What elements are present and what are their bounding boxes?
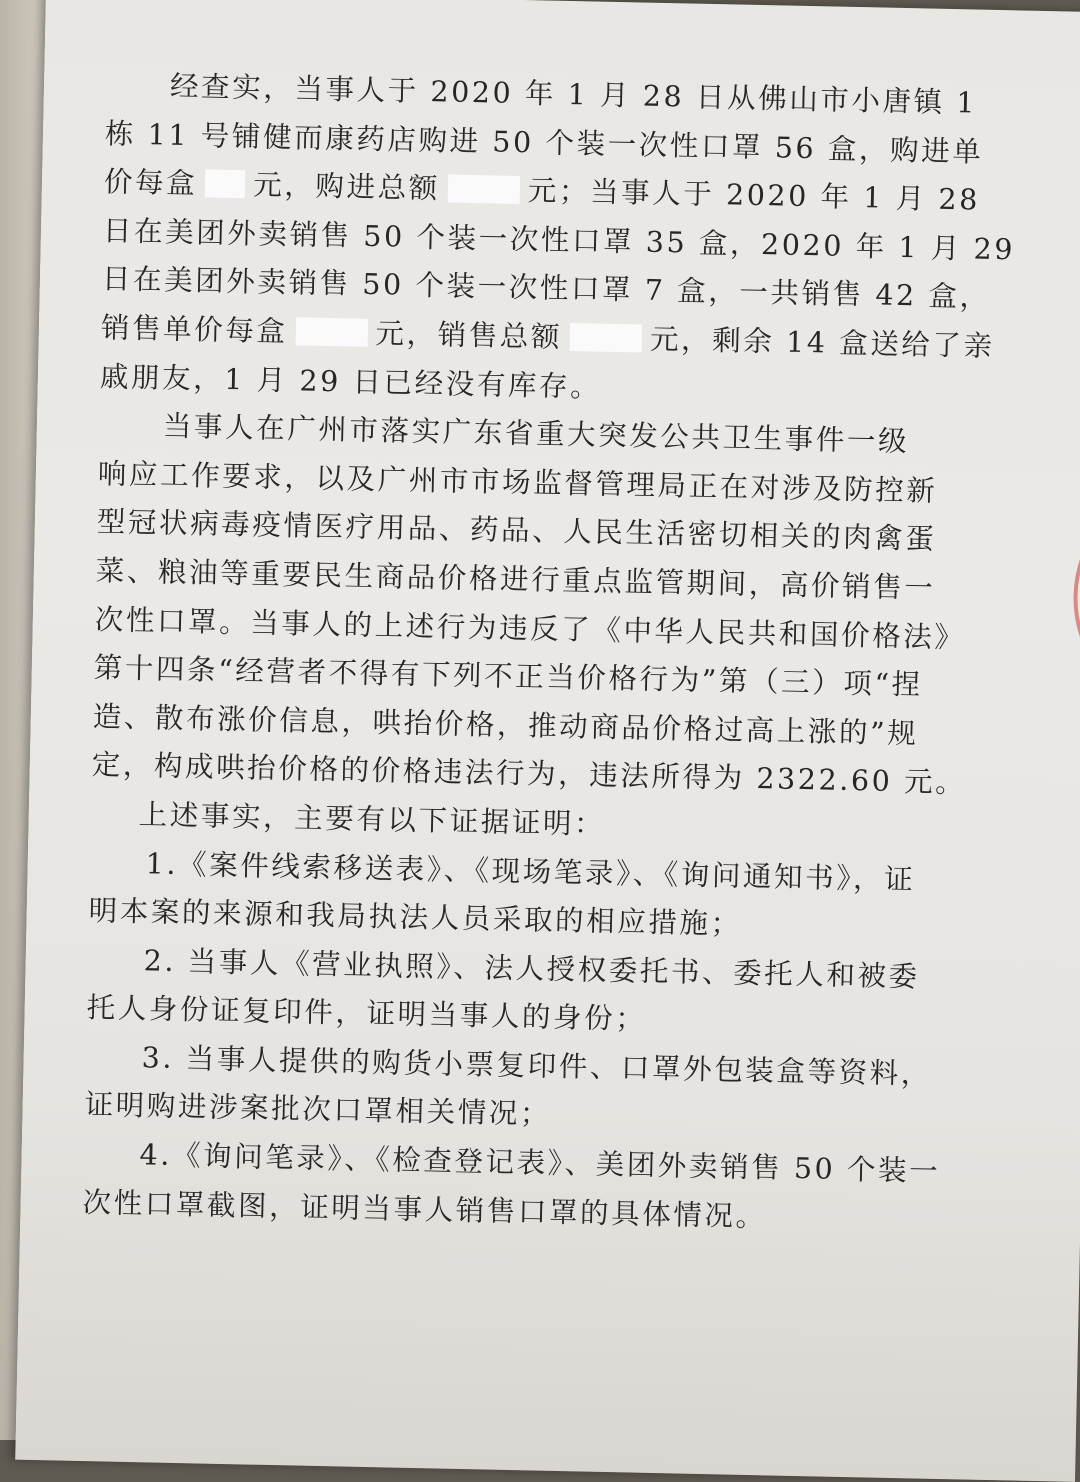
evidence-item-3: 3. 当事人提供的购货小票复印件、口罩外包装盒等资料，: [141, 1041, 933, 1091]
redacted-total-amount: [448, 175, 521, 205]
text-line: 造、散布涨价信息，哄抬价格，推动商品价格过高上涨的”规: [92, 699, 919, 751]
document-page: [15, 0, 1080, 1482]
text-line: 型冠状病毒疫情医疗用品、药品、人民生活密切相关的肉禽蛋: [96, 505, 937, 557]
text-line: 响应工作要求，以及广州市市场监督管理局正在对涉及防控新: [97, 456, 938, 508]
evidence-item-2: 2. 当事人《营业执照》、法人授权委托书、委托人和被委: [143, 943, 921, 994]
text-segment: 元；当事人于 2020 年 1 月 28: [527, 174, 981, 217]
document-body: [82, 61, 1016, 1245]
text-line: 栋 11 号铺健而康药店购进 50 个装一次性口罩 56 盒，购进单: [104, 116, 984, 169]
redacted-sale-total: [570, 323, 643, 353]
text-line: 菜、粮油等重要民生商品价格进行重点监管期间，高价销售一: [95, 554, 936, 605]
text-line: 上述事实，主要有以下证据证明：: [138, 798, 606, 841]
text-line: 第十四条“经营者不得有下列不正当价格行为”第（三）项“捏: [93, 651, 923, 702]
text-line: 经查实，当事人于 2020 年 1 月 28 日从佛山市小唐镇 1: [169, 69, 978, 120]
text-line: 当事人在广州市落实广东省重大突发公共卫生事件一级: [162, 409, 910, 459]
text-segment: 元，剩余 14 盒送给了亲: [649, 322, 995, 363]
evidence-item-1: 1.《案件线索移送表》、《现场笔录》、《询问通知书》，证: [145, 846, 916, 896]
text-line: 托人身份证复印件，证明当事人的身份；: [86, 991, 647, 1037]
text-line: 日在美团外卖销售 50 个装一次性口罩 35 盒，2020 年 1 月 29: [102, 214, 1016, 267]
text-line: 定，构成哄抬价格的价格违法行为，违法所得为 2322.60 元。: [91, 748, 967, 800]
text-segment: 元，购进总额: [252, 168, 441, 206]
text-segment: 价每盒: [103, 165, 198, 201]
text-line: 证明购进涉案批次口罩相关情况；: [84, 1088, 552, 1132]
text-line: 戚朋友，1 月 29 日已经没有库存。: [99, 359, 602, 404]
text-line: 次性口罩。当事人的上述行为违反了《中华人民共和国价格法》: [94, 602, 966, 654]
text-segment: 元，销售总额: [375, 316, 563, 354]
red-seal-stamp: [1071, 492, 1080, 704]
text-line: 明本案的来源和我局执法人员采取的相应措施；: [88, 894, 743, 941]
text-segment: 销售单价每盒: [100, 311, 288, 349]
redacted-unit-price: [205, 170, 246, 199]
evidence-item-4: 4.《询问笔录》、《检查登记表》、美团外卖销售 50 个装一: [139, 1138, 941, 1189]
text-line: 日在美团外卖销售 50 个装一次性口罩 7 盒，一共销售 42 盒，: [101, 262, 992, 315]
text-line: 次性口罩截图，证明当事人销售口罩的具体情况。: [82, 1185, 768, 1234]
redacted-sale-price: [295, 317, 368, 347]
